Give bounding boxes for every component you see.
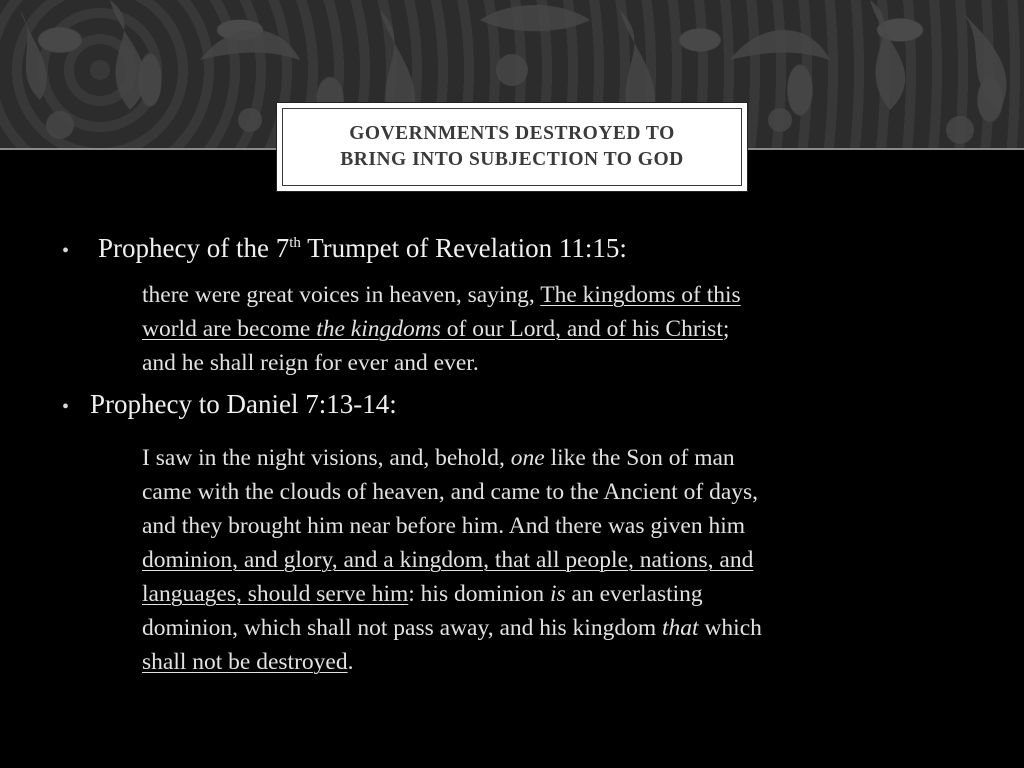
italic-text: that [662,615,699,641]
bullet-text-revelation [98,233,627,264]
quote-line: languages, should serve him: his dominion is an everlasting [142,581,703,607]
slide-title-line-2: BRING INTO SUBJECTION TO GOD [340,149,684,170]
bullet-item-revelation [62,233,627,264]
bullet-text-part: Prophecy of the 7 [98,233,290,263]
quote-line: and he shall reign for ever and ever. [142,350,479,376]
italic-text: the kingdoms [316,316,441,342]
quote-line: world are become the kingdoms of our Lord, and of his Christ; [142,316,730,342]
quote-line: I saw in the night visions, and, behold, one like the Son of man [142,445,735,471]
quote-revelation [142,278,962,380]
quote-line: came with the clouds of heaven, and came to the Ancient of days, [142,479,759,505]
quote-line [142,543,962,577]
underlined-text: languages, should serve him [142,581,409,607]
underlined-text: shall not be destroyed [142,649,348,675]
underlined-text: The kingdoms of this [540,282,741,308]
italic-text: one [510,445,545,471]
quote-line: there were great voices in heaven, saying, The kingdoms of this [142,282,741,308]
underlined-text: dominion, and glory, and a kingdom, that all people, nations, and [142,547,754,573]
ordinal-superscript: th [289,235,301,251]
quote-daniel [142,441,962,679]
quote-line: shall not be destroyed. [142,649,354,675]
slide-title-line-1: GOVERNMENTS DESTROYED TO [349,123,675,144]
quote-line: and they brought him near before him. And there was given him [142,513,746,539]
quote-line: dominion, which shall not pass away, and his kingdom that which [142,615,762,641]
bullet-icon: • [62,396,70,418]
bullet-item-daniel [62,389,397,420]
bullet-text-daniel: Prophecy to Daniel 7:13-14: [90,389,397,419]
italic-text: is [549,581,566,607]
bullet-text-part: Trumpet of Revelation 11:15: [300,233,627,263]
underlined-text: world are become the kingdoms of our Lord, and of his Christ [142,316,723,342]
bullet-icon: • [62,240,70,262]
